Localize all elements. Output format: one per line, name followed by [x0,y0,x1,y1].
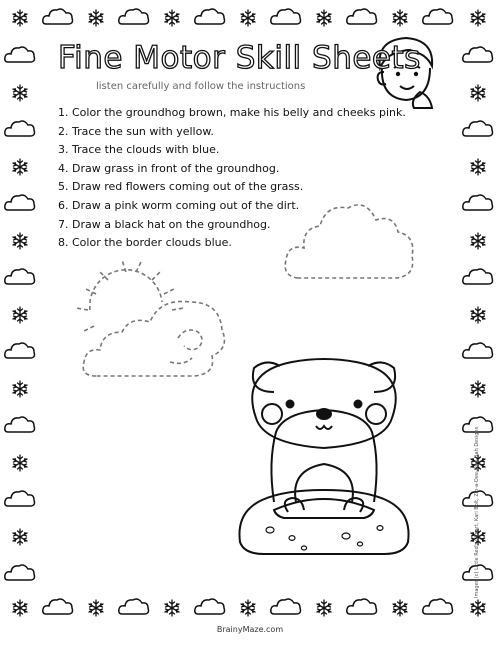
snowflake-icon [13,307,27,323]
border-cloud-icon [463,269,493,284]
border-cloud-icon [43,9,73,24]
snowflake-icon [317,10,331,26]
border-cloud-icon [463,121,493,136]
snowflake-icon [13,381,27,397]
border-cloud-icon [119,599,149,614]
snowflake-icon [13,159,27,175]
snowflake-icon [13,455,27,471]
border-cloud-icon [5,491,35,506]
border-cloud-icon [271,9,301,24]
border-cloud-icon [5,47,35,62]
border-cloud-icon [463,195,493,210]
snowflake-icon [241,10,255,26]
instruction-item: 3. Trace the clouds with blue. [58,143,220,157]
border-cloud-icon [347,9,377,24]
border-cloud-icon [271,599,301,614]
snowflake-icon [13,600,27,616]
snowflake-icon [13,233,27,249]
instruction-item: 5. Draw red flowers coming out of the grass. [58,180,304,194]
snowflake-icon [165,10,179,26]
border-cloud-icon [463,343,493,358]
page-title: Fine Motor Skill Sheets [58,40,421,76]
instruction-item: 7. Draw a black hat on the groundhog. [58,217,271,231]
border-cloud-icon [43,599,73,614]
snowflake-icon [165,600,179,616]
snowflake-icon [241,600,255,616]
snowflake-icon [471,307,485,323]
image-credit: Images (c) Little Red's Clipart, Kari Bolt, Zip-a-Dee-Doo-Dah Designs [474,426,480,598]
snowflake-icon [317,600,331,616]
instruction-item: 2. Trace the sun with yellow. [58,124,214,138]
snowflake-icon [13,10,27,26]
website-footer: BrainyMaze.com [216,625,284,634]
border-cloud-icon [195,9,225,24]
sun-trace-icon [66,258,232,384]
page-subtitle: listen carefully and follow the instructions [96,81,306,92]
snowflake-icon [471,233,485,249]
snowflake-icon [471,381,485,397]
snowflake-icon [471,85,485,101]
border-cloud-icon [119,9,149,24]
instruction-item: 1. Color the groundhog brown, make his belly and cheeks pink. [58,106,406,119]
snowflake-icon [393,10,407,26]
border-cloud-icon [347,599,377,614]
snowflake-icon [89,10,103,26]
border-cloud-icon [423,9,453,24]
border-cloud-icon [5,269,35,284]
border-cloud-icon [463,47,493,62]
snowflake-icon [13,529,27,545]
snowflake-icon [13,85,27,101]
border-cloud-icon [5,343,35,358]
groundhog-icon [234,352,414,560]
border-cloud-icon [5,565,35,580]
instruction-item: 6. Draw a pink worm coming out of the dirt. [58,198,300,212]
snowflake-icon [393,600,407,616]
border-cloud-icon [423,599,453,614]
border-cloud-icon [5,121,35,136]
snowflake-icon [471,10,485,26]
instruction-item: 4. Draw grass in front of the groundhog. [58,161,280,175]
border-cloud-icon [5,195,35,210]
snowflake-icon [89,600,103,616]
instruction-item: 8. Color the border clouds blue. [58,236,232,250]
snowflake-icon [471,159,485,175]
border-cloud-icon [5,417,35,432]
cloud-trace-icon [83,301,224,376]
border-cloud-icon [195,599,225,614]
cloud-trace-icon [280,196,420,288]
snowflake-icon [471,600,485,616]
